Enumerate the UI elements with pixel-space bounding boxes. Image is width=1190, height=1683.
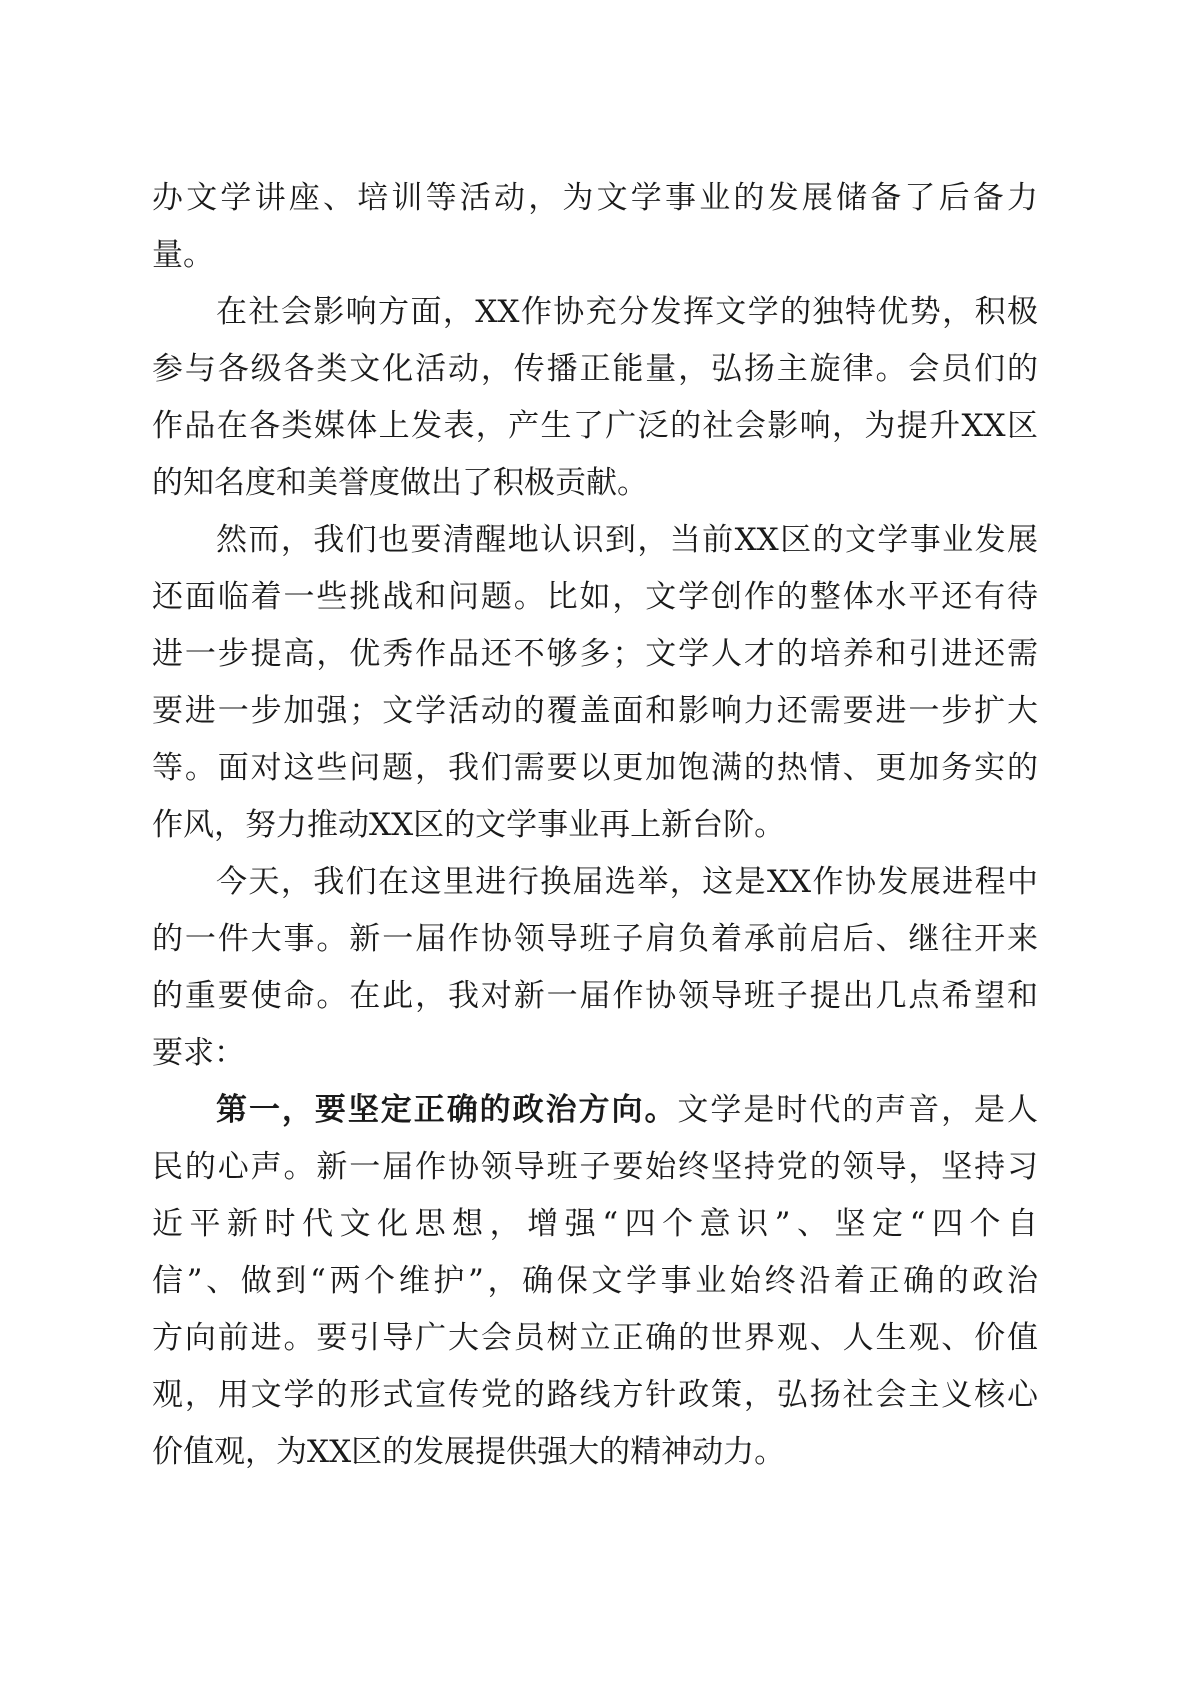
text-line: 办文学讲座、培训等活动，为文学事业的发展储备了后备力 — [152, 180, 1038, 216]
document-body — [152, 170, 1038, 1481]
bold-heading: 第一，要坚定正确的政治方向。 — [216, 1092, 678, 1128]
text-line: 近平新时代文化思想，增强“四个意识”、坚定“四个自 — [152, 1206, 1038, 1242]
text-line: 还面临着一些挑战和问题。比如，文学创作的整体水平还有待 — [152, 579, 1038, 615]
text-line: 量。 — [152, 237, 214, 273]
text-line: 作风，努力推动XX区的文学事业再上新台阶。 — [152, 807, 786, 843]
text-line: 进一步提高，优秀作品还不够多；文学人才的培养和引进还需 — [152, 636, 1038, 672]
text-line: 的知名度和美誉度做出了积极贡献。 — [152, 465, 648, 501]
text-line: 的一件大事。新一届作协领导班子肩负着承前启后、继往开来 — [152, 921, 1038, 957]
paragraph — [152, 1082, 1038, 1481]
text-line — [152, 1082, 1038, 1139]
paragraph — [152, 284, 1038, 512]
paragraph — [152, 854, 1038, 1082]
text-line: 方向前进。要引导广大会员树立正确的世界观、人生观、价值 — [152, 1320, 1038, 1356]
text-line: 在社会影响方面，XX作协充分发挥文学的独特优势，积极 — [216, 294, 1038, 330]
text-line: 要求： — [152, 1035, 245, 1071]
text-line: 价值观，为XX区的发展提供强大的精神动力。 — [152, 1434, 786, 1470]
text-line: 作品在各类媒体上发表，产生了广泛的社会影响，为提升XX区 — [152, 408, 1038, 444]
text-line: 的重要使命。在此，我对新一届作协领导班子提出几点希望和 — [152, 978, 1038, 1014]
text-line: 观，用文学的形式宣传党的路线方针政策，弘扬社会主义核心 — [152, 1377, 1038, 1413]
text-line: 要进一步加强；文学活动的覆盖面和影响力还需要进一步扩大 — [152, 693, 1038, 729]
text-line: 然而，我们也要清醒地认识到，当前XX区的文学事业发展 — [216, 522, 1038, 558]
text-run: 文学是时代的声音，是人 — [677, 1092, 1039, 1128]
text-line: 民的心声。新一届作协领导班子要始终坚持党的领导，坚持习 — [152, 1149, 1038, 1185]
text-line: 信”、做到“两个维护”，确保文学事业始终沿着正确的政治 — [152, 1263, 1038, 1299]
text-line: 今天，我们在这里进行换届选举，这是XX作协发展进程中 — [216, 864, 1038, 900]
text-line: 等。面对这些问题，我们需要以更加饱满的热情、更加务实的 — [152, 750, 1038, 786]
paragraph — [152, 170, 1038, 284]
paragraph — [152, 512, 1038, 854]
text-line: 参与各级各类文化活动，传播正能量，弘扬主旋律。会员们的 — [152, 351, 1038, 387]
